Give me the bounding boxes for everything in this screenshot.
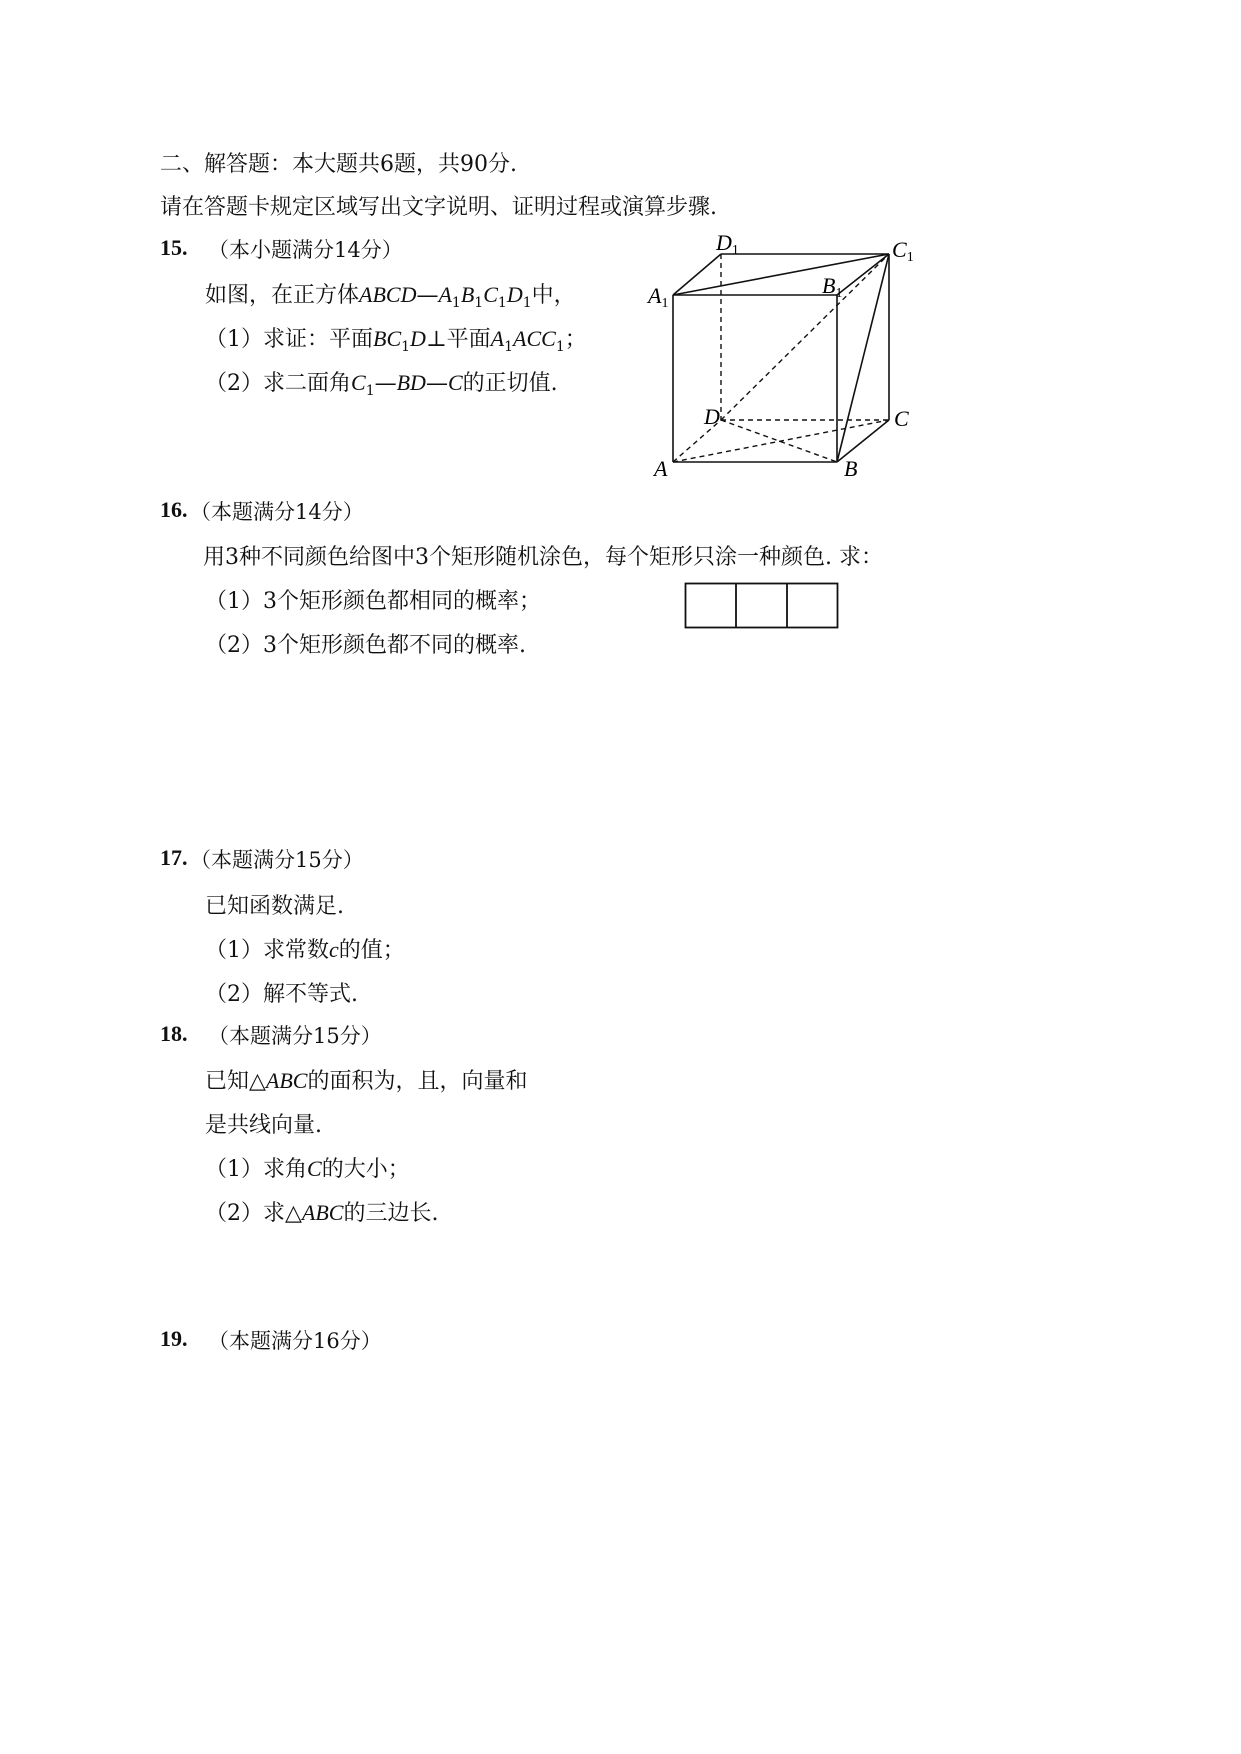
- question-intro: 已知函数满足.: [205, 894, 344, 919]
- question-header: （本小题满分14分）: [208, 238, 403, 262]
- question-number: 15.: [160, 235, 188, 260]
- label-a: A: [654, 456, 668, 481]
- question-header: （本题满分15分）: [190, 848, 364, 872]
- question-intro-line-2: 是共线向量.: [205, 1113, 322, 1138]
- edge-b1-c1: [837, 254, 889, 295]
- three-rectangles-figure: [684, 582, 840, 630]
- question-intro: 用3种不同颜色给图中3个矩形随机涂色，每个矩形只涂一种颜色. 求：: [203, 545, 883, 570]
- label-d1: D1: [716, 230, 739, 258]
- edge-a1-d1: [673, 254, 721, 295]
- diagonal-a1-c1: [673, 254, 889, 295]
- question-header: （本题满分15分）: [208, 1024, 382, 1048]
- label-c: C: [894, 406, 909, 431]
- question-number: 19.: [160, 1326, 188, 1351]
- label-b: B: [844, 456, 858, 481]
- question-number: 17.: [160, 845, 188, 870]
- label-b1: B1: [822, 273, 843, 301]
- question-header: （本题满分14分）: [190, 500, 364, 524]
- label-d: D: [704, 404, 720, 429]
- question-part-2: （2）解不等式.: [205, 982, 358, 1007]
- question-header: （本题满分16分）: [208, 1329, 382, 1353]
- diagonal-b-c1: [837, 254, 889, 462]
- rectangle-outline: [686, 584, 838, 628]
- question-intro: 如图，在正方体$ABCD—A_1B_1C_1D_1$中，: [205, 282, 576, 311]
- question-part-1: （1）求常数c的值；: [205, 937, 405, 963]
- question-part-2: （2）3个矩形颜色都不同的概率.: [205, 633, 526, 658]
- label-c1: C1: [892, 237, 914, 265]
- section-instruction: 请在答题卡规定区域写出文字说明、证明过程或演算步骤.: [160, 195, 717, 220]
- question-number: 18.: [160, 1021, 188, 1046]
- question-part-1: （1）求证：平面$BC_1D\perp$平面$A_1ACC_1$；: [205, 326, 587, 355]
- question-intro: 已知△ABC的面积为，且，向量和: [205, 1068, 528, 1094]
- question-part-2: （2）求二面角$C_1—BD—C$的正切值.: [205, 370, 558, 399]
- question-part-1: （1）求角C的大小；: [205, 1156, 410, 1182]
- cube-figure: [640, 230, 930, 490]
- section-title: 二、解答题：本大题共6题，共90分.: [160, 152, 517, 177]
- diagonal-d-c1: [721, 254, 889, 420]
- question-number: 16.: [160, 497, 188, 522]
- question-part-2: （2）求△ABC的三边长.: [205, 1200, 439, 1226]
- label-a1: A1: [648, 283, 669, 311]
- question-part-1: （1）3个矩形颜色都相同的概率；: [205, 589, 541, 614]
